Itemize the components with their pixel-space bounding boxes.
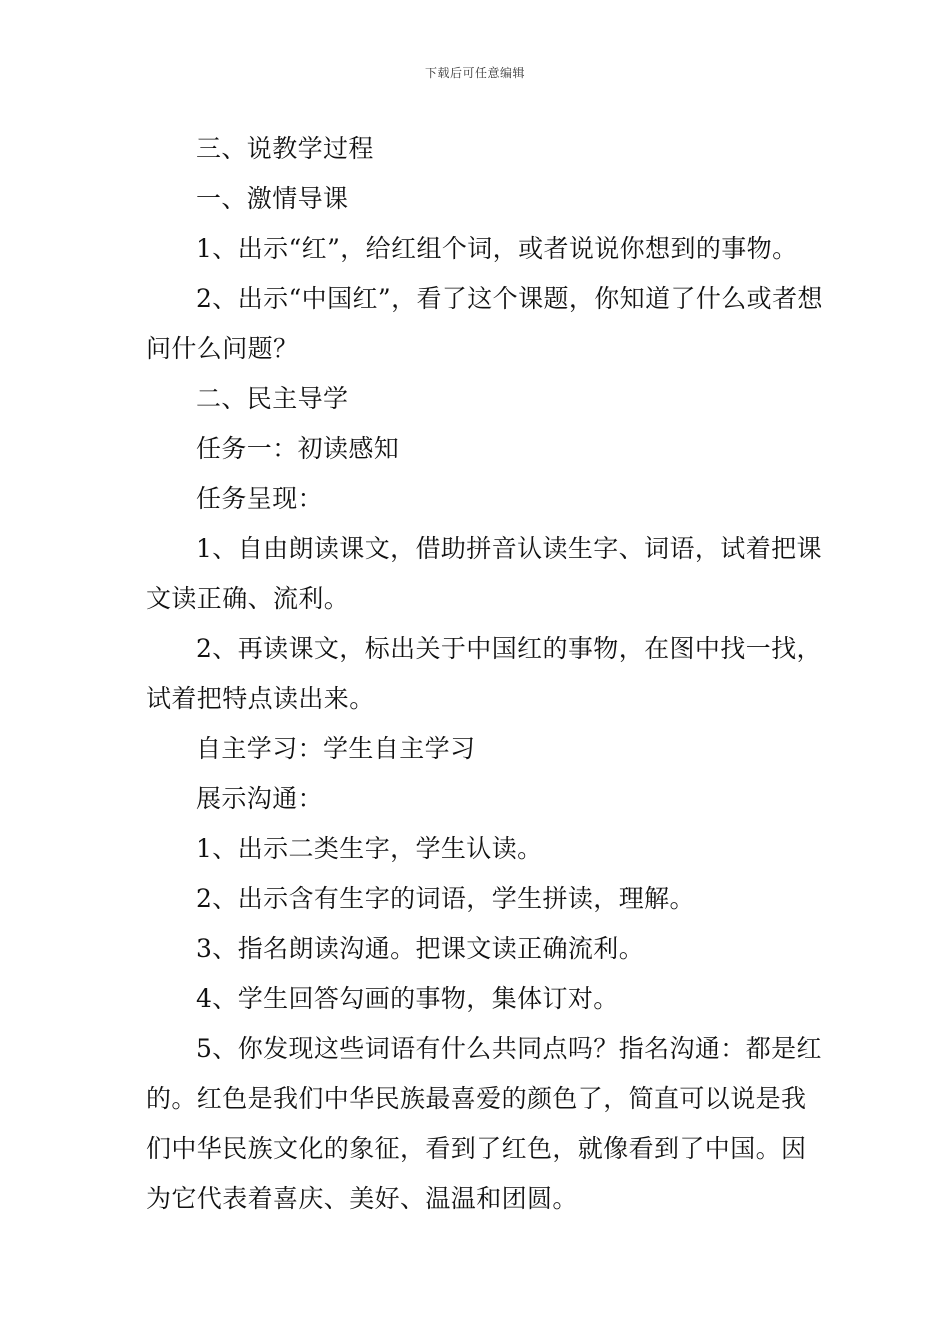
communicate-item-1: 1、出示二类生字，学生认读。 [196,834,543,863]
communicate-item-5: 5、你发现这些词语有什么共同点吗？指名沟通：都是红的。红色是我们中华民族最喜爱的颜色了，简直可以说是我们中华民族文化的象征，看到了红色，就像看到了中国。因为它代表着喜庆、美好、温温和团圆。 [146,1034,822,1213]
task-item-1: 1、自由朗读课文，借助拼音认读生字、词语，试着把课文读正确、流利。 [146,534,822,613]
communicate-item-2: 2、出示含有生字的词语，学生拼读，理解。 [196,884,695,913]
show-communicate-label: 展示沟通： [196,784,324,813]
paragraph-step-1: 1、出示“红”，给红组个词，或者说说你想到的事物。 [196,234,798,263]
communicate-item-4: 4、学生回答勾画的事物，集体订对。 [196,984,619,1013]
page-header-note: 下载后可任意编辑 [424,66,525,80]
document-body [146,124,826,1224]
task-presentation-label: 任务呈现： [196,484,324,513]
task-item-2: 2、再读课文，标出关于中国红的事物，在图中找一找，试着把特点读出来。 [146,634,822,713]
section-heading-teaching-process: 三、说教学过程 [196,134,374,163]
subheading-lead-in: 一、激情导课 [196,184,349,213]
subheading-guided-learning: 二、民主导学 [196,384,349,413]
communicate-item-3: 3、指名朗读沟通。把课文读正确流利。 [196,934,645,963]
paragraph-step-2: 2、出示“中国红”，看了这个课题，你知道了什么或者想问什么问题？ [146,284,823,363]
self-study-line: 自主学习：学生自主学习 [196,734,476,763]
task-one-title: 任务一：初读感知 [196,434,400,463]
